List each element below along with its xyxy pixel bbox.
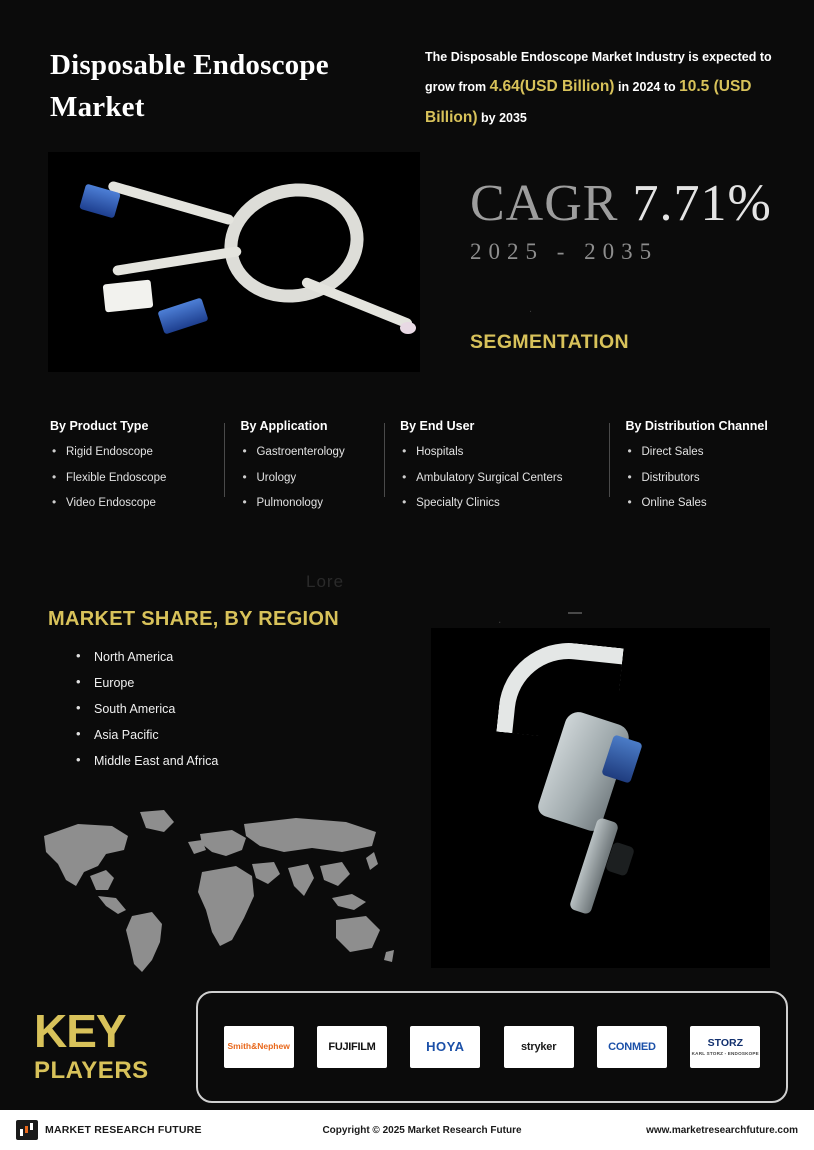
logo-karl-storz-text — [692, 1038, 759, 1056]
segment-heading: By Distribution Channel — [625, 419, 768, 434]
segment-heading: By Product Type — [50, 419, 149, 434]
segment-column-application — [224, 419, 384, 521]
intro-mid: in 2024 to — [617, 79, 676, 94]
tubing-segment-2 — [112, 246, 242, 276]
segment-column-distribution-channel — [609, 419, 784, 521]
page-title: Disposable Endoscope Market — [50, 49, 329, 124]
key-players-logo-box — [196, 991, 788, 1103]
segment-item: • Ambulatory Surgical Centers — [400, 471, 595, 485]
logo-karl-storz-main: STORZ — [707, 1037, 743, 1050]
logo-icon — [16, 1120, 38, 1140]
logo-hoya — [410, 1026, 480, 1068]
key-players-section — [28, 988, 788, 1106]
segmentation-title: SEGMENTATION — [470, 331, 629, 354]
segment-item: • Video Endoscope — [50, 496, 210, 510]
key-word: KEY — [34, 1004, 126, 1057]
region-item: • South America — [76, 702, 376, 716]
tubing-segment-1 — [107, 180, 235, 225]
segment-item: • Online Sales — [625, 496, 770, 510]
cagr-value: 7.71% — [632, 175, 772, 233]
segment-column-product-type — [50, 419, 224, 521]
market-value-2035: 10.5 (USD Billion) — [425, 77, 752, 127]
segment-column-end-user — [384, 419, 609, 521]
market-value-2024: 4.64(USD Billion) — [489, 77, 615, 95]
segment-heading: By End User — [400, 419, 475, 434]
segment-heading: By Application — [240, 419, 328, 434]
product-photo-tubing — [48, 152, 420, 372]
segment-item: • Distributors — [625, 471, 770, 485]
white-connector — [103, 280, 154, 313]
blue-connector-2 — [157, 298, 208, 335]
segment-item: • Pulmonology — [240, 496, 370, 510]
region-item: • North America — [76, 650, 376, 664]
cagr-label: CAGR — [470, 175, 619, 233]
title-block — [50, 30, 425, 134]
intro-suffix: by 2035 — [481, 111, 527, 126]
logo-hoya-text: HOYA — [426, 1038, 465, 1054]
segment-item: • Direct Sales — [625, 445, 770, 459]
footer-brand — [16, 1120, 276, 1140]
decorative-dash — [568, 612, 582, 614]
logo-karl-storz — [690, 1026, 760, 1068]
logo-conmed-text: CONMED — [608, 1040, 656, 1053]
footer — [0, 1110, 814, 1150]
footer-copyright: Copyright © 2025 Market Research Future — [322, 1124, 522, 1136]
segment-item: • Hospitals — [400, 445, 595, 459]
intro-text — [425, 45, 795, 134]
footer-brand-name: MARKET RESEARCH FUTURE — [45, 1124, 202, 1136]
players-word: PLAYERS — [34, 1057, 149, 1085]
cagr-block — [420, 152, 772, 372]
segment-item: • Urology — [240, 471, 370, 485]
region-item: • Middle East and Africa — [76, 754, 376, 768]
region-item: • Asia Pacific — [76, 728, 376, 742]
key-players-label — [28, 1004, 178, 1085]
intro-block — [425, 30, 795, 134]
segment-item: • Rigid Endoscope — [50, 445, 210, 459]
tubing-segment-3 — [300, 276, 413, 329]
logo-smith-nephew-text: Smith&Nephew — [227, 1041, 290, 1052]
decorative-dot-mid: . — [498, 612, 502, 626]
header — [0, 0, 814, 134]
cagr-years: 2025 - 2035 — [470, 239, 659, 265]
world-map — [36, 806, 396, 978]
logo-fujifilm — [317, 1026, 387, 1068]
intro-prefix: The Disposable Endoscope Market Industry is expected to grow from — [425, 50, 772, 94]
product-photo-endoscope — [431, 628, 770, 968]
ghost-watermark-text: Lore — [306, 572, 345, 591]
logo-stryker-text: stryker — [520, 1040, 557, 1053]
tubing-tip — [400, 322, 416, 334]
region-title: MARKET SHARE, BY REGION — [48, 608, 340, 630]
logo-stryker — [504, 1026, 574, 1068]
footer-website[interactable]: www.marketresearchfuture.com — [646, 1124, 798, 1136]
logo-fujifilm-text: FUJIFILM — [328, 1040, 376, 1053]
segment-item: • Gastroenterology — [240, 445, 370, 459]
logo-conmed — [597, 1026, 667, 1068]
photo-cagr-row — [0, 134, 814, 372]
cagr-line — [470, 174, 772, 233]
logo-karl-storz-sub: KARL STORZ - ENDOSKOPE — [691, 1050, 759, 1056]
logo-smith-nephew — [224, 1026, 294, 1068]
region-item: • Europe — [76, 676, 376, 690]
segment-item: • Flexible Endoscope — [50, 471, 210, 485]
decorative-dot-top: . — [529, 303, 533, 315]
segmentation-columns — [0, 372, 814, 521]
world-map-svg — [36, 806, 396, 978]
region-list — [76, 650, 376, 780]
segment-item: • Specialty Clinics — [400, 496, 595, 510]
